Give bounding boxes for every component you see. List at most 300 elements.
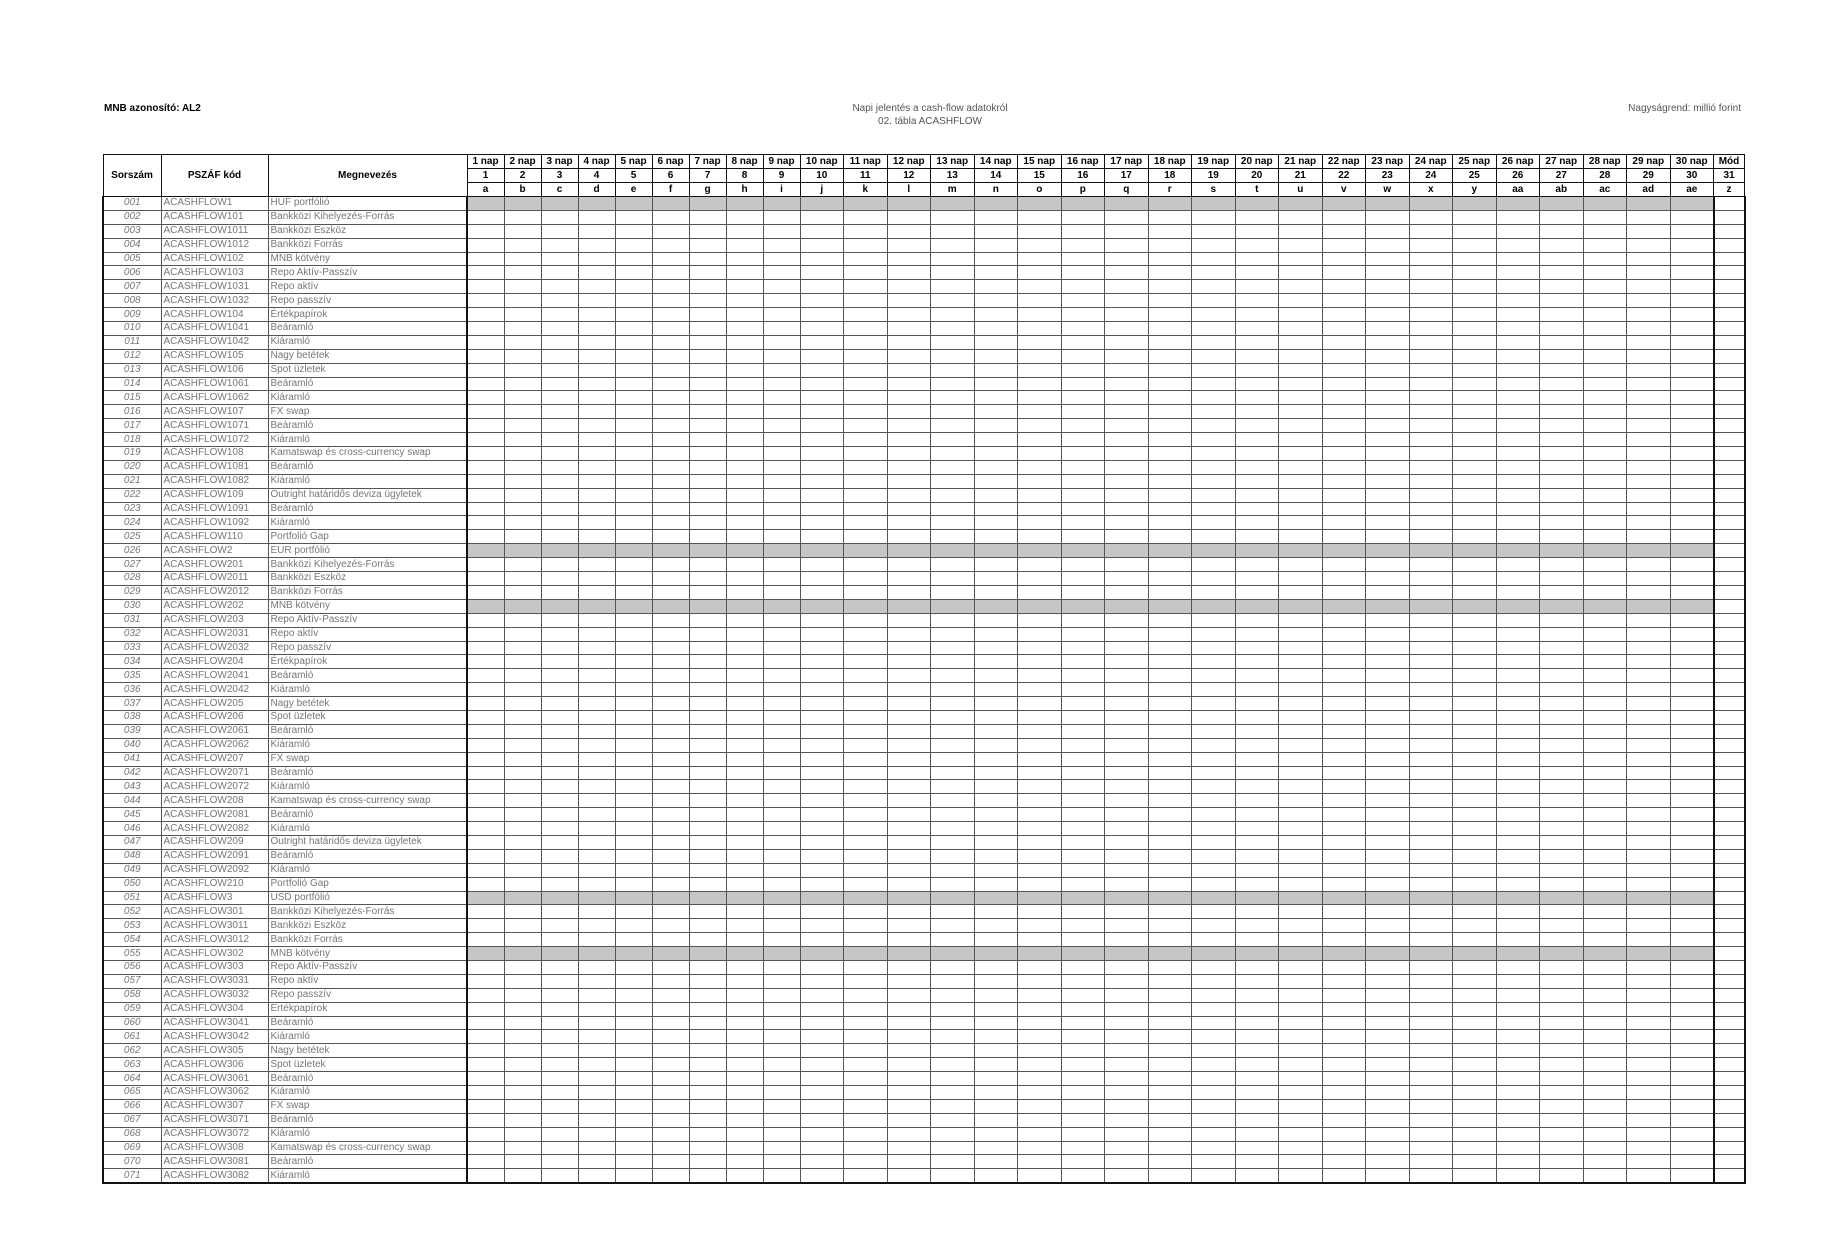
day-cell[interactable] (652, 683, 689, 697)
day-cell[interactable] (887, 1155, 931, 1169)
day-cell[interactable] (887, 363, 931, 377)
day-cell[interactable] (578, 1016, 615, 1030)
day-cell[interactable] (887, 683, 931, 697)
day-cell[interactable] (763, 363, 800, 377)
day-cell[interactable] (1148, 210, 1192, 224)
day-cell[interactable] (1192, 349, 1236, 363)
day-cell[interactable] (1322, 419, 1366, 433)
day-cell[interactable] (1583, 697, 1627, 711)
day-cell[interactable] (1540, 710, 1584, 724)
day-cell[interactable] (1540, 669, 1584, 683)
day-cell[interactable] (1192, 697, 1236, 711)
day-cell[interactable] (1627, 474, 1671, 488)
day-cell[interactable] (974, 391, 1018, 405)
day-cell[interactable] (1148, 710, 1192, 724)
day-cell[interactable] (541, 308, 578, 322)
day-cell[interactable] (1192, 1155, 1236, 1169)
day-cell[interactable] (1409, 780, 1453, 794)
day-cell[interactable] (652, 947, 689, 961)
mod-cell[interactable] (1714, 572, 1745, 586)
day-cell[interactable] (1583, 1141, 1627, 1155)
day-cell[interactable] (974, 933, 1018, 947)
day-cell[interactable] (1105, 516, 1149, 530)
day-cell[interactable] (1540, 1169, 1584, 1183)
day-cell[interactable] (1235, 308, 1279, 322)
day-cell[interactable] (1453, 808, 1497, 822)
day-cell[interactable] (1496, 863, 1540, 877)
day-cell[interactable] (467, 655, 504, 669)
day-cell[interactable] (887, 502, 931, 516)
day-cell[interactable] (800, 1016, 844, 1030)
day-cell[interactable] (931, 1044, 975, 1058)
day-cell[interactable] (615, 308, 652, 322)
day-cell[interactable] (689, 419, 726, 433)
day-cell[interactable] (1322, 1155, 1366, 1169)
day-cell[interactable] (844, 1002, 888, 1016)
day-cell[interactable] (467, 780, 504, 794)
day-cell[interactable] (1279, 627, 1323, 641)
day-cell[interactable] (467, 266, 504, 280)
day-cell[interactable] (1453, 1169, 1497, 1183)
day-cell[interactable] (1627, 349, 1671, 363)
day-cell[interactable] (1018, 710, 1062, 724)
day-cell[interactable] (1409, 947, 1453, 961)
day-cell[interactable] (1322, 1141, 1366, 1155)
day-cell[interactable] (844, 1155, 888, 1169)
day-cell[interactable] (800, 558, 844, 572)
day-cell[interactable] (1148, 335, 1192, 349)
day-cell[interactable] (887, 960, 931, 974)
day-cell[interactable] (615, 488, 652, 502)
day-cell[interactable] (689, 794, 726, 808)
day-cell[interactable] (844, 322, 888, 336)
day-cell[interactable] (1192, 822, 1236, 836)
day-cell[interactable] (689, 863, 726, 877)
day-cell[interactable] (887, 1072, 931, 1086)
day-cell[interactable] (1540, 877, 1584, 891)
day-cell[interactable] (887, 641, 931, 655)
day-cell[interactable] (931, 363, 975, 377)
day-cell[interactable] (1409, 363, 1453, 377)
day-cell[interactable] (1279, 738, 1323, 752)
day-cell[interactable] (1279, 1127, 1323, 1141)
day-cell[interactable] (1583, 530, 1627, 544)
day-cell[interactable] (1540, 488, 1584, 502)
day-cell[interactable] (726, 697, 763, 711)
day-cell[interactable] (1192, 891, 1236, 905)
day-cell[interactable] (1192, 447, 1236, 461)
day-cell[interactable] (1583, 988, 1627, 1002)
day-cell[interactable] (541, 738, 578, 752)
day-cell[interactable] (1192, 877, 1236, 891)
day-cell[interactable] (726, 474, 763, 488)
day-cell[interactable] (1279, 558, 1323, 572)
day-cell[interactable] (1279, 655, 1323, 669)
day-cell[interactable] (1105, 974, 1149, 988)
day-cell[interactable] (578, 1155, 615, 1169)
day-cell[interactable] (1148, 960, 1192, 974)
day-cell[interactable] (726, 988, 763, 1002)
day-cell[interactable] (615, 1058, 652, 1072)
day-cell[interactable] (615, 1127, 652, 1141)
day-cell[interactable] (1322, 197, 1366, 211)
day-cell[interactable] (1366, 877, 1410, 891)
day-cell[interactable] (931, 947, 975, 961)
day-cell[interactable] (1540, 905, 1584, 919)
day-cell[interactable] (1148, 363, 1192, 377)
day-cell[interactable] (974, 641, 1018, 655)
day-cell[interactable] (800, 1086, 844, 1100)
day-cell[interactable] (931, 627, 975, 641)
day-cell[interactable] (800, 460, 844, 474)
day-cell[interactable] (1453, 391, 1497, 405)
day-cell[interactable] (1366, 405, 1410, 419)
day-cell[interactable] (467, 1002, 504, 1016)
day-cell[interactable] (615, 599, 652, 613)
day-cell[interactable] (1540, 1099, 1584, 1113)
day-cell[interactable] (467, 974, 504, 988)
day-cell[interactable] (1018, 822, 1062, 836)
day-cell[interactable] (1279, 502, 1323, 516)
day-cell[interactable] (931, 474, 975, 488)
day-cell[interactable] (1322, 974, 1366, 988)
day-cell[interactable] (1192, 585, 1236, 599)
day-cell[interactable] (1105, 627, 1149, 641)
day-cell[interactable] (1496, 391, 1540, 405)
mod-cell[interactable] (1714, 724, 1745, 738)
day-cell[interactable] (615, 1002, 652, 1016)
day-cell[interactable] (578, 974, 615, 988)
day-cell[interactable] (1583, 891, 1627, 905)
day-cell[interactable] (1192, 947, 1236, 961)
day-cell[interactable] (1322, 752, 1366, 766)
day-cell[interactable] (974, 905, 1018, 919)
day-cell[interactable] (1583, 808, 1627, 822)
day-cell[interactable] (1453, 349, 1497, 363)
day-cell[interactable] (689, 655, 726, 669)
day-cell[interactable] (1583, 1030, 1627, 1044)
day-cell[interactable] (1496, 460, 1540, 474)
day-cell[interactable] (974, 197, 1018, 211)
day-cell[interactable] (1061, 863, 1105, 877)
day-cell[interactable] (1018, 1141, 1062, 1155)
day-cell[interactable] (504, 516, 541, 530)
day-cell[interactable] (615, 947, 652, 961)
day-cell[interactable] (1235, 474, 1279, 488)
day-cell[interactable] (1583, 447, 1627, 461)
day-cell[interactable] (578, 710, 615, 724)
day-cell[interactable] (1322, 1030, 1366, 1044)
day-cell[interactable] (1366, 252, 1410, 266)
day-cell[interactable] (931, 1099, 975, 1113)
day-cell[interactable] (578, 960, 615, 974)
mod-cell[interactable] (1714, 1002, 1745, 1016)
day-cell[interactable] (887, 1058, 931, 1072)
day-cell[interactable] (615, 1086, 652, 1100)
day-cell[interactable] (504, 474, 541, 488)
day-cell[interactable] (1322, 1127, 1366, 1141)
day-cell[interactable] (800, 697, 844, 711)
day-cell[interactable] (1540, 1044, 1584, 1058)
day-cell[interactable] (578, 238, 615, 252)
day-cell[interactable] (1105, 877, 1149, 891)
day-cell[interactable] (615, 794, 652, 808)
day-cell[interactable] (1192, 197, 1236, 211)
day-cell[interactable] (504, 710, 541, 724)
day-cell[interactable] (1583, 516, 1627, 530)
day-cell[interactable] (726, 1016, 763, 1030)
day-cell[interactable] (974, 294, 1018, 308)
day-cell[interactable] (1192, 1086, 1236, 1100)
day-cell[interactable] (1670, 335, 1714, 349)
mod-cell[interactable] (1714, 488, 1745, 502)
day-cell[interactable] (974, 474, 1018, 488)
day-cell[interactable] (844, 572, 888, 586)
day-cell[interactable] (541, 1113, 578, 1127)
day-cell[interactable] (974, 822, 1018, 836)
day-cell[interactable] (844, 933, 888, 947)
day-cell[interactable] (763, 516, 800, 530)
day-cell[interactable] (1670, 988, 1714, 1002)
day-cell[interactable] (1235, 752, 1279, 766)
day-cell[interactable] (844, 280, 888, 294)
day-cell[interactable] (1148, 488, 1192, 502)
day-cell[interactable] (1496, 822, 1540, 836)
day-cell[interactable] (1061, 1044, 1105, 1058)
day-cell[interactable] (844, 808, 888, 822)
day-cell[interactable] (1496, 752, 1540, 766)
day-cell[interactable] (541, 238, 578, 252)
day-cell[interactable] (931, 877, 975, 891)
day-cell[interactable] (1670, 822, 1714, 836)
day-cell[interactable] (800, 724, 844, 738)
day-cell[interactable] (887, 891, 931, 905)
day-cell[interactable] (541, 405, 578, 419)
day-cell[interactable] (1453, 419, 1497, 433)
day-cell[interactable] (1105, 1072, 1149, 1086)
day-cell[interactable] (726, 308, 763, 322)
day-cell[interactable] (1192, 1141, 1236, 1155)
day-cell[interactable] (652, 210, 689, 224)
day-cell[interactable] (504, 752, 541, 766)
day-cell[interactable] (1192, 724, 1236, 738)
day-cell[interactable] (504, 210, 541, 224)
day-cell[interactable] (1540, 433, 1584, 447)
day-cell[interactable] (1105, 669, 1149, 683)
day-cell[interactable] (1105, 780, 1149, 794)
day-cell[interactable] (541, 1155, 578, 1169)
day-cell[interactable] (1670, 544, 1714, 558)
day-cell[interactable] (1061, 349, 1105, 363)
day-cell[interactable] (1061, 1030, 1105, 1044)
day-cell[interactable] (1322, 960, 1366, 974)
mod-cell[interactable] (1714, 1113, 1745, 1127)
day-cell[interactable] (1018, 419, 1062, 433)
day-cell[interactable] (1366, 780, 1410, 794)
day-cell[interactable] (974, 1113, 1018, 1127)
day-cell[interactable] (1235, 1044, 1279, 1058)
day-cell[interactable] (1322, 377, 1366, 391)
day-cell[interactable] (1583, 280, 1627, 294)
day-cell[interactable] (1496, 1113, 1540, 1127)
day-cell[interactable] (1453, 1044, 1497, 1058)
day-cell[interactable] (1627, 460, 1671, 474)
day-cell[interactable] (467, 1099, 504, 1113)
day-cell[interactable] (652, 1155, 689, 1169)
day-cell[interactable] (541, 697, 578, 711)
day-cell[interactable] (652, 863, 689, 877)
day-cell[interactable] (1061, 835, 1105, 849)
day-cell[interactable] (652, 919, 689, 933)
day-cell[interactable] (689, 585, 726, 599)
mod-cell[interactable] (1714, 419, 1745, 433)
day-cell[interactable] (1366, 266, 1410, 280)
day-cell[interactable] (1409, 308, 1453, 322)
day-cell[interactable] (504, 905, 541, 919)
day-cell[interactable] (974, 377, 1018, 391)
day-cell[interactable] (1540, 308, 1584, 322)
day-cell[interactable] (1235, 197, 1279, 211)
day-cell[interactable] (1409, 197, 1453, 211)
day-cell[interactable] (1540, 266, 1584, 280)
day-cell[interactable] (1148, 891, 1192, 905)
day-cell[interactable] (844, 766, 888, 780)
day-cell[interactable] (1018, 724, 1062, 738)
day-cell[interactable] (578, 835, 615, 849)
day-cell[interactable] (1409, 238, 1453, 252)
day-cell[interactable] (974, 1086, 1018, 1100)
day-cell[interactable] (467, 1113, 504, 1127)
day-cell[interactable] (1670, 1002, 1714, 1016)
day-cell[interactable] (800, 988, 844, 1002)
day-cell[interactable] (541, 1086, 578, 1100)
day-cell[interactable] (1279, 405, 1323, 419)
day-cell[interactable] (1670, 752, 1714, 766)
day-cell[interactable] (1670, 919, 1714, 933)
day-cell[interactable] (974, 919, 1018, 933)
day-cell[interactable] (800, 835, 844, 849)
day-cell[interactable] (541, 572, 578, 586)
day-cell[interactable] (1670, 391, 1714, 405)
day-cell[interactable] (1627, 266, 1671, 280)
day-cell[interactable] (1018, 613, 1062, 627)
day-cell[interactable] (504, 835, 541, 849)
day-cell[interactable] (467, 697, 504, 711)
day-cell[interactable] (887, 197, 931, 211)
day-cell[interactable] (578, 252, 615, 266)
day-cell[interactable] (1540, 683, 1584, 697)
day-cell[interactable] (1061, 197, 1105, 211)
day-cell[interactable] (652, 252, 689, 266)
day-cell[interactable] (974, 752, 1018, 766)
day-cell[interactable] (652, 266, 689, 280)
day-cell[interactable] (1061, 488, 1105, 502)
day-cell[interactable] (615, 974, 652, 988)
day-cell[interactable] (541, 960, 578, 974)
day-cell[interactable] (615, 391, 652, 405)
day-cell[interactable] (504, 502, 541, 516)
day-cell[interactable] (1192, 474, 1236, 488)
day-cell[interactable] (467, 419, 504, 433)
day-cell[interactable] (1409, 808, 1453, 822)
day-cell[interactable] (1366, 419, 1410, 433)
day-cell[interactable] (763, 1016, 800, 1030)
day-cell[interactable] (1627, 822, 1671, 836)
day-cell[interactable] (1670, 794, 1714, 808)
day-cell[interactable] (844, 335, 888, 349)
day-cell[interactable] (800, 280, 844, 294)
day-cell[interactable] (467, 919, 504, 933)
day-cell[interactable] (504, 433, 541, 447)
day-cell[interactable] (1670, 558, 1714, 572)
day-cell[interactable] (1279, 544, 1323, 558)
day-cell[interactable] (1540, 210, 1584, 224)
day-cell[interactable] (1235, 988, 1279, 1002)
day-cell[interactable] (467, 627, 504, 641)
day-cell[interactable] (1148, 780, 1192, 794)
day-cell[interactable] (1061, 974, 1105, 988)
day-cell[interactable] (1670, 1113, 1714, 1127)
day-cell[interactable] (974, 210, 1018, 224)
day-cell[interactable] (887, 863, 931, 877)
day-cell[interactable] (578, 1086, 615, 1100)
mod-cell[interactable] (1714, 1044, 1745, 1058)
day-cell[interactable] (726, 794, 763, 808)
day-cell[interactable] (1148, 460, 1192, 474)
day-cell[interactable] (578, 641, 615, 655)
day-cell[interactable] (1322, 266, 1366, 280)
day-cell[interactable] (1453, 627, 1497, 641)
day-cell[interactable] (1583, 405, 1627, 419)
day-cell[interactable] (578, 1002, 615, 1016)
day-cell[interactable] (1105, 613, 1149, 627)
day-cell[interactable] (763, 1072, 800, 1086)
day-cell[interactable] (1366, 988, 1410, 1002)
day-cell[interactable] (1409, 641, 1453, 655)
mod-cell[interactable] (1714, 544, 1745, 558)
day-cell[interactable] (652, 738, 689, 752)
day-cell[interactable] (1192, 738, 1236, 752)
day-cell[interactable] (1235, 1030, 1279, 1044)
day-cell[interactable] (1148, 516, 1192, 530)
day-cell[interactable] (763, 947, 800, 961)
day-cell[interactable] (541, 1141, 578, 1155)
day-cell[interactable] (1496, 197, 1540, 211)
day-cell[interactable] (1496, 1044, 1540, 1058)
day-cell[interactable] (887, 655, 931, 669)
day-cell[interactable] (887, 1169, 931, 1183)
mod-cell[interactable] (1714, 1072, 1745, 1086)
day-cell[interactable] (1627, 238, 1671, 252)
day-cell[interactable] (844, 1044, 888, 1058)
day-cell[interactable] (1279, 488, 1323, 502)
day-cell[interactable] (1670, 1169, 1714, 1183)
day-cell[interactable] (1061, 1127, 1105, 1141)
day-cell[interactable] (800, 335, 844, 349)
day-cell[interactable] (1105, 919, 1149, 933)
day-cell[interactable] (615, 780, 652, 794)
day-cell[interactable] (1192, 335, 1236, 349)
day-cell[interactable] (974, 1030, 1018, 1044)
day-cell[interactable] (974, 544, 1018, 558)
day-cell[interactable] (652, 238, 689, 252)
day-cell[interactable] (1583, 613, 1627, 627)
day-cell[interactable] (1148, 474, 1192, 488)
day-cell[interactable] (615, 919, 652, 933)
day-cell[interactable] (1496, 710, 1540, 724)
day-cell[interactable] (1279, 1155, 1323, 1169)
day-cell[interactable] (1322, 766, 1366, 780)
